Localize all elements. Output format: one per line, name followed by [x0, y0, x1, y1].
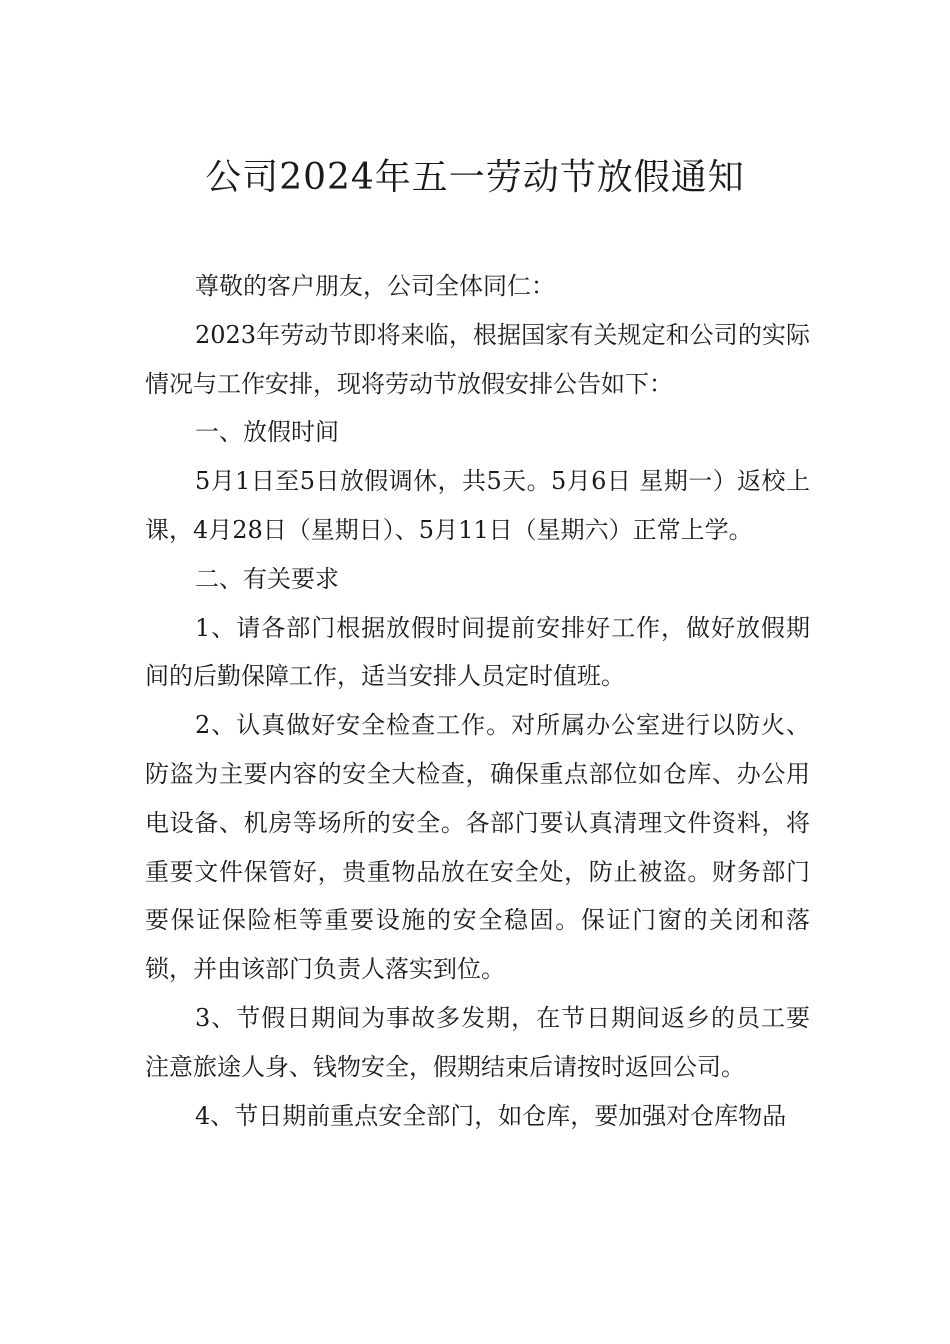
- salutation: 尊敬的客户朋友，公司全体同仁：: [195, 272, 555, 300]
- section-heading-holiday-time: 一、放假时间: [195, 418, 339, 447]
- document-title: 公司2024年五一劳动节放假通知: [205, 157, 745, 198]
- requirement-item-2: 2、认真做好安全检查工作。对所属办公室进行以防火、防盗为主要内容的安全大检查，确保重点部位如仓库、办公用电设备、机房等场所的安全。各部门要认真清理文件资料，将重要文件保管好，贵重物品放在安全处，防止被盗。财务部门要保证保险柜等重要设施的安全稳固。保证门窗的关闭和落锁，并由该部门负责人落实到位。: [145, 711, 810, 984]
- requirement-item-4: 4、节日期前重点安全部门，如仓库，要加强对仓库物品: [195, 1101, 787, 1130]
- document-body: [145, 262, 810, 1140]
- requirement-item-1: 1、请各部门根据放假时间提前安排好工作，做好放假期间的后勤保障工作，适当安排人员定时值班。: [145, 613, 810, 691]
- requirement-item-3: 3、节假日期间为事故多发期，在节日期间返乡的员工要注意旅途人身、钱物安全，假期结束后请按时返回公司。: [145, 1003, 810, 1081]
- holiday-schedule-paragraph: 5月1日至5日放假调休，共5天。5月6日 星期一）返校上课，4月28日（星期日）、5月11日（星期六）正常上学。: [145, 467, 810, 544]
- section-heading-requirements: 二、有关要求: [195, 564, 339, 593]
- intro-paragraph: 2023年劳动节即将来临，根据国家有关规定和公司的实际情况与工作安排，现将劳动节放假安排公告如下：: [145, 320, 810, 398]
